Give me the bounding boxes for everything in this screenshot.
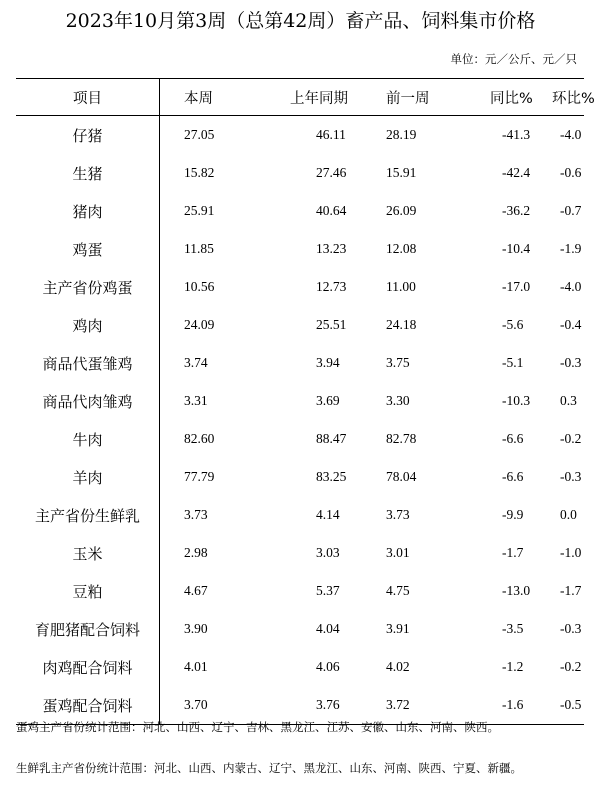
cell-item: 商品代肉雏鸡: [16, 382, 160, 420]
cell-this-week: 2.98: [184, 545, 208, 560]
cell-prev-week: 26.09: [386, 203, 417, 218]
cell-this-week: 10.56: [184, 279, 215, 294]
cell-this-week: 3.31: [184, 393, 208, 408]
cell-wow: -1.0: [560, 545, 582, 560]
cell-last-year: 4.06: [316, 659, 340, 674]
cell-this-week: 11.85: [184, 241, 214, 256]
cell-this-week: 4.01: [184, 659, 208, 674]
table-row: [16, 420, 584, 458]
cell-prev-week: 3.72: [386, 697, 410, 712]
cell-item: 生猪: [16, 154, 160, 192]
cell-item: 育肥猪配合饲料: [16, 610, 160, 648]
cell-yoy: -36.2: [502, 203, 531, 218]
cell-last-year: 5.37: [316, 583, 340, 598]
cell-yoy: -5.6: [502, 317, 524, 332]
cell-wow: -0.3: [560, 469, 582, 484]
cell-last-year: 3.03: [316, 545, 340, 560]
cell-last-year: 4.14: [316, 507, 340, 522]
cell-prev-week: 24.18: [386, 317, 417, 332]
cell-yoy: -41.3: [502, 127, 531, 142]
cell-last-year: 3.76: [316, 697, 340, 712]
cell-wow: -4.0: [560, 127, 582, 142]
cell-last-year: 13.23: [316, 241, 347, 256]
cell-item: 肉鸡配合饲料: [16, 648, 160, 686]
page-title: 2023年10月第3周（总第42周）畜产品、饲料集市价格: [65, 10, 536, 32]
cell-item: 牛肉: [16, 420, 160, 458]
table-row: [16, 496, 584, 534]
cell-yoy: -17.0: [502, 279, 531, 294]
cell-this-week: 15.82: [184, 165, 215, 180]
cell-prev-week: 3.73: [386, 507, 410, 522]
cell-this-week: 27.05: [184, 127, 215, 142]
header-this-week: 本周: [184, 90, 213, 107]
cell-prev-week: 12.08: [386, 241, 417, 256]
cell-last-year: 3.94: [316, 355, 340, 370]
cell-yoy: -1.2: [502, 659, 524, 674]
cell-wow: 0.0: [560, 507, 577, 522]
cell-yoy: -13.0: [502, 583, 531, 598]
header-yoy: 同比%: [490, 90, 533, 107]
cell-this-week: 77.79: [184, 469, 215, 484]
header-last-year: 上年同期: [290, 90, 348, 107]
cell-item: 羊肉: [16, 458, 160, 496]
cell-last-year: 25.51: [316, 317, 347, 332]
cell-this-week: 3.90: [184, 621, 208, 636]
header-item: 项目: [16, 79, 160, 115]
cell-item: 主产省份生鲜乳: [16, 496, 160, 534]
cell-last-year: 83.25: [316, 469, 347, 484]
header-prev-week: 前一周: [386, 90, 430, 107]
table-row: [16, 648, 584, 686]
table-row: [16, 268, 584, 306]
cell-wow: -0.3: [560, 621, 582, 636]
unit-label: 单位：元／公斤、元／只: [450, 52, 577, 66]
cell-prev-week: 3.30: [386, 393, 410, 408]
cell-prev-week: 28.19: [386, 127, 417, 142]
cell-wow: -0.6: [560, 165, 582, 180]
table-row: [16, 230, 584, 268]
cell-last-year: 40.64: [316, 203, 347, 218]
cell-yoy: -42.4: [502, 165, 531, 180]
cell-prev-week: 15.91: [386, 165, 417, 180]
cell-yoy: -6.6: [502, 431, 524, 446]
cell-item: 商品代蛋雏鸡: [16, 344, 160, 382]
cell-yoy: -5.1: [502, 355, 524, 370]
cell-wow: 0.3: [560, 393, 577, 408]
price-table: [16, 78, 595, 725]
cell-this-week: 24.09: [184, 317, 215, 332]
cell-last-year: 88.47: [316, 431, 347, 446]
table-row: [16, 382, 584, 420]
cell-this-week: 3.70: [184, 697, 208, 712]
table-body: [16, 116, 584, 724]
cell-last-year: 27.46: [316, 165, 347, 180]
table-row: [16, 534, 584, 572]
cell-yoy: -1.7: [502, 545, 524, 560]
cell-last-year: 3.69: [316, 393, 340, 408]
cell-yoy: -9.9: [502, 507, 524, 522]
table-row: [16, 154, 584, 192]
cell-last-year: 46.11: [316, 127, 346, 142]
cell-wow: -0.2: [560, 431, 582, 446]
table-row: [16, 458, 584, 496]
cell-yoy: -1.6: [502, 697, 524, 712]
cell-this-week: 82.60: [184, 431, 215, 446]
cell-item: 鸡蛋: [16, 230, 160, 268]
cell-item: 猪肉: [16, 192, 160, 230]
cell-wow: -0.3: [560, 355, 582, 370]
cell-this-week: 4.67: [184, 583, 208, 598]
cell-prev-week: 82.78: [386, 431, 417, 446]
cell-prev-week: 4.75: [386, 583, 410, 598]
cell-prev-week: 4.02: [386, 659, 410, 674]
table-row: [16, 344, 584, 382]
cell-last-year: 4.04: [316, 621, 340, 636]
cell-prev-week: 3.01: [386, 545, 410, 560]
cell-this-week: 25.91: [184, 203, 215, 218]
header-wow: 环比%: [552, 90, 595, 107]
table-row: [16, 116, 584, 154]
cell-prev-week: 11.00: [386, 279, 416, 294]
cell-item: 仔猪: [16, 116, 160, 154]
cell-wow: -0.4: [560, 317, 582, 332]
cell-item: 豆粕: [16, 572, 160, 610]
table-row: [16, 610, 584, 648]
table-row: [16, 572, 584, 610]
cell-yoy: -6.6: [502, 469, 524, 484]
cell-wow: -0.5: [560, 697, 582, 712]
cell-yoy: -10.4: [502, 241, 531, 256]
cell-this-week: 3.73: [184, 507, 208, 522]
cell-prev-week: 3.75: [386, 355, 410, 370]
cell-wow: -0.2: [560, 659, 582, 674]
cell-wow: -4.0: [560, 279, 582, 294]
cell-prev-week: 78.04: [386, 469, 417, 484]
table-row: [16, 192, 584, 230]
cell-wow: -0.7: [560, 203, 582, 218]
cell-this-week: 3.74: [184, 355, 208, 370]
cell-item: 蛋鸡配合饲料: [16, 686, 160, 724]
cell-item: 玉米: [16, 534, 160, 572]
cell-yoy: -3.5: [502, 621, 524, 636]
cell-wow: -1.9: [560, 241, 582, 256]
cell-last-year: 12.73: [316, 279, 347, 294]
footnote-egg: 蛋鸡主产省份统计范围：河北、山西、辽宁、吉林、黑龙江、江苏、安徽、山东、河南、陕西。: [16, 720, 499, 734]
cell-yoy: -10.3: [502, 393, 531, 408]
cell-wow: -1.7: [560, 583, 582, 598]
footnote-milk: 生鲜乳主产省份统计范围：河北、山西、内蒙古、辽宁、黑龙江、山东、河南、陕西、宁夏、新疆。: [16, 761, 522, 775]
cell-item: 鸡肉: [16, 306, 160, 344]
cell-prev-week: 3.91: [386, 621, 410, 636]
cell-item: 主产省份鸡蛋: [16, 268, 160, 306]
table-header-row: [16, 79, 595, 116]
table-row: [16, 306, 584, 344]
footnotes: [16, 718, 586, 777]
